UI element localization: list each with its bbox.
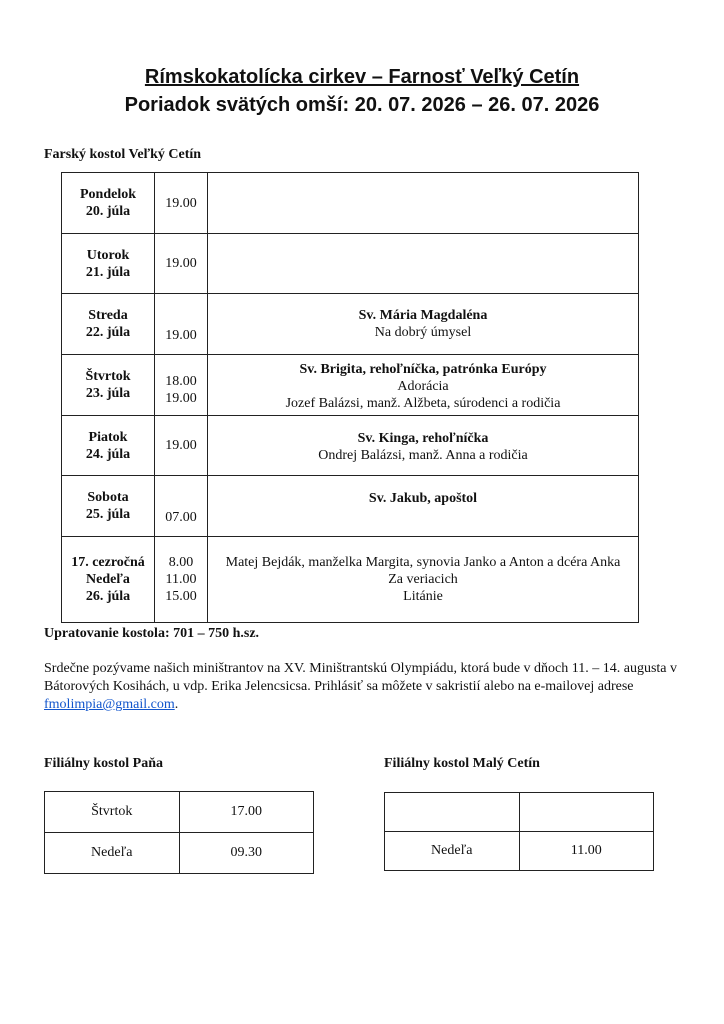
description-cell	[208, 173, 639, 234]
day-date: 24. júla	[85, 446, 131, 462]
mass-intention: Litánie	[403, 589, 443, 604]
day-cell	[62, 173, 155, 234]
day-cell	[62, 476, 155, 537]
description-cell	[208, 234, 639, 294]
announcement-text: Srdečne pozývame našich miništrantov na XV. Miništrantskú Olympiádu, ktorá bude v dňoch 11. – 14. augusta v Bátorových Kosihách, u vdp. Erika Jelencsicsa. Prihlásiť sa môžete v sakristií alebo na e-mailovej adrese	[44, 661, 678, 694]
announcement-paragraph	[44, 660, 694, 714]
filial-pana-heading: Filiálny kostol Paňa	[44, 756, 164, 771]
day-cell	[62, 355, 155, 416]
time-cell	[155, 234, 208, 294]
mass-time: 19.00	[165, 256, 197, 271]
day-cell: Nedeľa	[45, 833, 180, 874]
table-row	[62, 294, 639, 355]
mass-intention: Adorácia	[397, 379, 449, 394]
mass-schedule-table	[61, 172, 639, 623]
description-cell	[208, 294, 639, 355]
mass-time: 19.00	[165, 391, 197, 406]
filial-maly-table	[384, 792, 654, 871]
mass-time: 19.00	[165, 328, 197, 343]
mass-time: 18.00	[165, 374, 197, 389]
time-cell	[155, 476, 208, 537]
description-cell	[208, 416, 639, 476]
day-name: Streda	[88, 308, 128, 323]
mass-time: 15.00	[165, 589, 197, 604]
main-church-heading: Farský kostol Veľký Cetín	[44, 147, 202, 162]
table-row	[62, 476, 639, 537]
feast-name: Sv. Brigita, rehoľníčka, patrónka Európy	[299, 362, 547, 377]
time-cell	[155, 294, 208, 355]
table-row	[62, 173, 639, 234]
table-row	[385, 832, 654, 871]
mass-time: 11.00	[165, 572, 197, 587]
time-cell	[155, 416, 208, 476]
day-date: 22. júla	[85, 325, 131, 340]
time-cell	[155, 537, 208, 623]
filial-maly-heading: Filiálny kostol Malý Cetín	[384, 756, 540, 771]
day-cell	[62, 234, 155, 294]
table-row	[385, 793, 654, 832]
mass-time: 19.00	[165, 438, 197, 453]
day-date: 23. júla	[85, 386, 131, 401]
mass-intention: Za veriacich	[388, 572, 458, 587]
mass-intention: Jozef Balázsi, manž. Alžbeta, súrodenci a rodičia	[285, 396, 561, 411]
time-cell	[155, 355, 208, 416]
description-cell	[208, 476, 639, 537]
feast-name: Sv. Kinga, rehoľníčka	[357, 431, 489, 446]
table-row	[62, 234, 639, 294]
time-cell	[519, 793, 654, 832]
page-title: Rímskokatolícka cirkev – Farnosť Veľký Cetín	[144, 66, 580, 88]
mass-intention: Ondrej Balázsi, manž. Anna a rodičia	[318, 448, 528, 463]
day-date: 20. júla	[85, 204, 131, 219]
cleaning-notice: Upratovanie kostola: 701 – 750 h.sz.	[44, 626, 260, 641]
filial-pana-table	[44, 791, 314, 874]
day-date: 21. júla	[85, 264, 131, 280]
announcement-end: .	[174, 697, 179, 712]
day-date: 26. júla	[85, 589, 131, 604]
day-cell	[62, 537, 155, 623]
mass-intention: Na dobrý úmysel	[374, 325, 472, 340]
feast-name: Sv. Jakub, apoštol	[368, 491, 478, 506]
sunday-label: 17. cezročná	[71, 555, 145, 570]
day-cell	[62, 416, 155, 476]
mass-time: 8.00	[168, 555, 194, 570]
day-name: Utorok	[86, 247, 130, 263]
day-name: Pondelok	[79, 187, 136, 202]
time-cell: 11.00	[519, 832, 654, 871]
day-name: Nedeľa	[86, 572, 130, 587]
table-row	[62, 355, 639, 416]
day-name: Štvrtok	[85, 369, 131, 384]
time-cell: 09.30	[179, 833, 314, 874]
time-cell: 17.00	[179, 792, 314, 833]
table-row	[45, 792, 314, 833]
mass-time: 19.00	[165, 195, 197, 211]
day-name: Sobota	[87, 490, 129, 505]
description-cell	[208, 355, 639, 416]
table-row	[62, 416, 639, 476]
mass-time: 07.00	[165, 510, 197, 525]
day-cell	[62, 294, 155, 355]
table-row	[45, 833, 314, 874]
time-cell	[155, 173, 208, 234]
day-cell: Štvrtok	[45, 792, 180, 833]
table-row	[62, 537, 639, 623]
mass-intention: Matej Bejdák, manželka Margita, synovia Janko a Anton a dcéra Anka	[225, 555, 621, 570]
description-cell	[208, 537, 639, 623]
day-name: Piatok	[88, 429, 128, 445]
day-date: 25. júla	[85, 507, 131, 522]
feast-name: Sv. Mária Magdaléna	[358, 308, 488, 323]
page-subtitle: Poriadok svätých omší: 20. 07. 2026 – 26. 07. 2026	[124, 94, 600, 116]
email-link[interactable]: fmolimpia@gmail.com	[44, 697, 175, 712]
day-cell	[385, 793, 520, 832]
day-cell: Nedeľa	[385, 832, 520, 871]
